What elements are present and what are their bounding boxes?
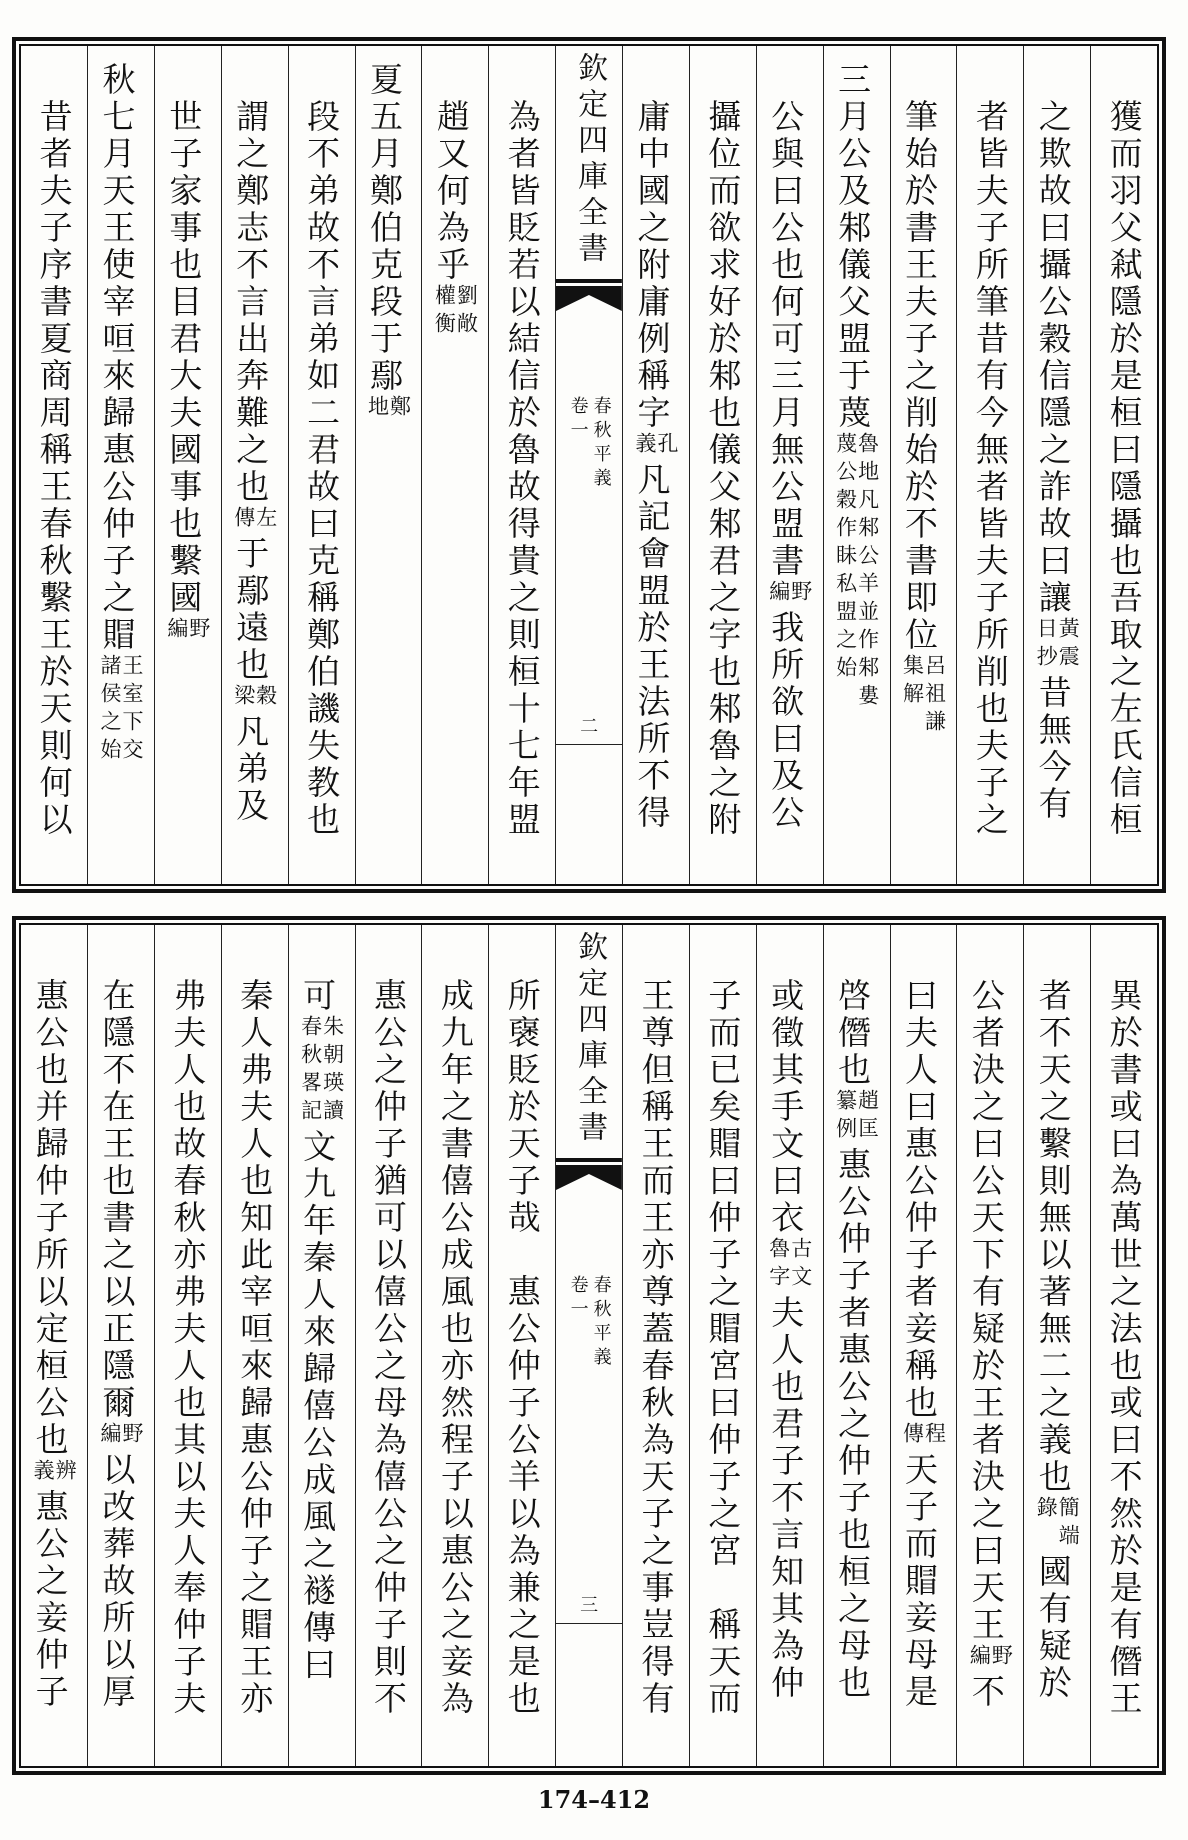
scripture-line (99, 62, 143, 768)
text-column (823, 925, 890, 1766)
main-text: 為者皆貶若以結信於魯故得貴之則桓十七年盟 (502, 99, 542, 839)
interlinear-note: 古文魯字 (766, 1237, 813, 1293)
text-column (87, 925, 154, 1766)
text-column (421, 925, 488, 1766)
main-text: 段不弟故不言弟如二君故曰克稱鄭伯譏失教也 (302, 99, 342, 839)
text-column (956, 46, 1023, 884)
commentary-line (835, 978, 879, 1702)
lower-leaf-columns (21, 925, 1157, 1766)
upper-leaf-frame (19, 44, 1159, 886)
text-column (488, 46, 555, 884)
main-text: 啓僭也 (833, 978, 873, 1089)
commentary-line (300, 978, 344, 1684)
spine-title: 欽定四庫全書 (572, 52, 608, 268)
spine-leaf-number: 三 (580, 1595, 599, 1616)
main-text: 三月公及邾儀父盟于蔑 (833, 62, 873, 432)
commentary-line (32, 978, 76, 1711)
interlinear-note: 劉敞權衡 (432, 284, 479, 340)
main-text: 子而已矣賵曰仲子之賵宮曰仲子之宮 (703, 978, 743, 1570)
interlinear-note: 野編 (97, 1422, 144, 1450)
interlinear-note: 辨義 (31, 1459, 78, 1487)
commentary-line (368, 978, 408, 1718)
main-text: 所襃貶於天子哉 (502, 978, 542, 1237)
main-text: 異於書或曰為萬世之法也或曰不然於是有僭王 (1104, 978, 1144, 1718)
commentary-line (703, 99, 743, 839)
main-text: 昔無今有 (1033, 675, 1073, 823)
text-column (355, 925, 422, 1766)
spine-book-title: 春秋平義 (590, 396, 612, 492)
main-text: 謂之鄭志不言出奔難之也 (231, 99, 271, 506)
main-text: 者皆夫子所筆昔有今無者皆夫子所削也夫子之 (970, 99, 1010, 839)
main-text: 秦人弗夫人也知此宰咺來歸惠公仲子之賵王亦 (235, 978, 275, 1718)
commentary-line (34, 99, 74, 839)
commentary-line (435, 978, 475, 1718)
main-text: 或徵其手文曰衣 (766, 978, 806, 1237)
text-column (21, 46, 87, 884)
main-text: 惠公仲子公羊以為兼之是也 (502, 1274, 542, 1718)
commentary-line (634, 99, 678, 832)
main-text: 庸中國之附庸例稱字 (632, 99, 672, 432)
text-column (890, 46, 957, 884)
commentary-line (636, 978, 676, 1718)
main-text: 趙又何為乎 (431, 99, 471, 284)
main-text: 獲而羽父弒隱於是桓曰隱攝也吾取之左氏信桓 (1104, 99, 1144, 839)
main-text: 文九年秦人來歸僖公成風之襚傳曰 (298, 1129, 338, 1684)
commentary-line (233, 99, 277, 825)
interlinear-note: 朱朝瑛讀春秋畧記 (298, 1015, 345, 1127)
text-column (355, 46, 422, 884)
text-column (1090, 925, 1157, 1766)
main-text: 不 (966, 1674, 1006, 1711)
text-column (154, 46, 221, 884)
text-column (488, 925, 555, 1766)
spine-book-info (569, 1275, 610, 1371)
main-text: 王尊但稱王而王亦尊蓋春秋為天子之事豈得有 (636, 978, 676, 1718)
text-column (823, 46, 890, 884)
spine-leaf-number: 二 (580, 716, 599, 737)
commentary-line (302, 99, 342, 839)
text-column (756, 925, 823, 1766)
text-column (1090, 46, 1157, 884)
interlinear-note: 程傳 (900, 1422, 947, 1450)
commentary-line (968, 978, 1012, 1711)
interlinear-note: 野編 (164, 617, 211, 645)
main-text: 之欺故曰攝公穀信隱之詐故曰讓 (1033, 99, 1073, 617)
commentary-line (1104, 99, 1144, 839)
main-text: 弗夫人也故春秋亦弗夫人也其以夫人奉仲子夫 (168, 978, 208, 1718)
commentary-line (433, 99, 477, 342)
text-column (221, 46, 288, 884)
commentary-line (901, 99, 945, 740)
text-column (689, 46, 756, 884)
main-text: 曰夫人曰惠公仲子者妾稱也 (899, 978, 939, 1422)
text-column (956, 925, 1023, 1766)
interlinear-note: 野編 (967, 1644, 1014, 1672)
main-text: 公者決之曰公天下有疑於王者決之曰天王 (966, 978, 1006, 1644)
main-text: 稱天而 (703, 1607, 743, 1718)
interlinear-note: 野編 (766, 580, 813, 608)
main-text: 惠公仲子者惠公之仲子也桓之母也 (833, 1147, 873, 1702)
main-text: 筆始於書王夫子之削始於不書即位 (899, 99, 939, 654)
interlinear-note: 鄭地 (365, 395, 412, 423)
commentary-line (168, 978, 208, 1718)
text-column (890, 925, 957, 1766)
upper-leaf (12, 37, 1166, 893)
spine-title: 欽定四庫全書 (572, 931, 608, 1147)
main-text: 者不天之繫則無以著無二之義也 (1033, 978, 1073, 1496)
main-text: 昔者夫子序書夏商周稱王春秋繫王於天則何以 (34, 99, 74, 839)
page-number: 174–412 (537, 1785, 651, 1814)
main-text: 惠公之妾仲子 (30, 1489, 70, 1711)
main-text: 凡記會盟於王法所不得 (632, 462, 672, 832)
text-column (421, 46, 488, 884)
text-column (221, 925, 288, 1766)
scripture-line (366, 62, 410, 425)
fishtail-mark (556, 1158, 622, 1190)
text-column (1023, 925, 1090, 1766)
spine-book-info (569, 396, 610, 492)
text-column (689, 925, 756, 1766)
interlinear-note: 簡端錄 (1034, 1496, 1081, 1552)
text-column (622, 46, 689, 884)
interlinear-note: 魯地凡邾公羊並作邾婁蔑公穀作眛私盟之始 (833, 432, 880, 712)
main-text: 凡弟及 (231, 714, 271, 825)
commentary-line (768, 99, 812, 832)
interlinear-note: 穀梁 (231, 684, 278, 712)
text-column (288, 46, 355, 884)
main-text: 秋七月天王使宰咺來歸惠公仲子之賵 (97, 62, 137, 654)
commentary-line (1104, 978, 1144, 1718)
interlinear-note: 黃震日抄 (1034, 617, 1081, 673)
main-text: 惠公也并歸仲子所以定桓公也 (30, 978, 70, 1459)
main-text: 以改葬故所以厚 (97, 1452, 137, 1711)
commentary-line (502, 978, 542, 1718)
commentary-line (901, 978, 945, 1711)
spine-rule (556, 744, 622, 745)
main-text: 攝位而欲求好於邾也儀父邾君之字也邾魯之附 (703, 99, 743, 839)
interlinear-note: 孔義 (632, 432, 679, 460)
spine-volume: 卷一 (567, 396, 589, 444)
text-column (21, 925, 87, 1766)
main-text: 夫人也君子不言知其為仲 (766, 1295, 806, 1702)
upper-leaf-columns (21, 46, 1157, 884)
interlinear-note: 趙匡纂例 (833, 1089, 880, 1145)
interlinear-note: 左傳 (231, 506, 278, 534)
commentary-line (1035, 99, 1079, 823)
commentary-line (703, 978, 743, 1718)
lower-leaf-frame (19, 923, 1159, 1768)
spine-rule (556, 1623, 622, 1624)
main-text: 夏五月鄭伯克段于鄢 (364, 62, 404, 395)
main-text: 可 (298, 978, 338, 1015)
center-spine (555, 46, 622, 884)
commentary-line (502, 99, 542, 839)
lower-leaf (12, 916, 1166, 1775)
commentary-line (1035, 978, 1079, 1702)
interlinear-note: 王室下交諸侯之始 (97, 654, 144, 766)
main-text: 天子而賵妾母是 (899, 1452, 939, 1711)
main-text: 于鄢遠也 (231, 536, 271, 684)
text-column (87, 46, 154, 884)
center-spine (555, 925, 622, 1766)
main-text: 公與曰公也何可三月無公盟書 (766, 99, 806, 580)
commentary-line (768, 978, 812, 1702)
fishtail-mark (556, 279, 622, 311)
scripture-line (835, 62, 879, 714)
main-text: 國有疑於 (1033, 1554, 1073, 1702)
commentary-line (235, 978, 275, 1718)
spine-book-title: 春秋平義 (590, 1275, 612, 1371)
text-column (1023, 46, 1090, 884)
interlinear-note: 呂祖謙集解 (900, 654, 947, 738)
text-column (288, 925, 355, 1766)
main-text: 我所欲曰及公 (766, 610, 806, 832)
text-column (154, 925, 221, 1766)
commentary-line (970, 99, 1010, 839)
main-text: 惠公之仲子猶可以僖公之母為僖公之仲子則不 (368, 978, 408, 1718)
commentary-line (166, 99, 210, 647)
spine-volume: 卷一 (567, 1275, 589, 1323)
commentary-line (99, 978, 143, 1711)
main-text: 在隱不在王也書之以正隱爾 (97, 978, 137, 1422)
main-text: 世子家事也目君大夫國事也繫國 (164, 99, 204, 617)
main-text: 成九年之書僖公成風也亦然程子以惠公之妾為 (435, 978, 475, 1718)
text-column (622, 925, 689, 1766)
text-column (756, 46, 823, 884)
